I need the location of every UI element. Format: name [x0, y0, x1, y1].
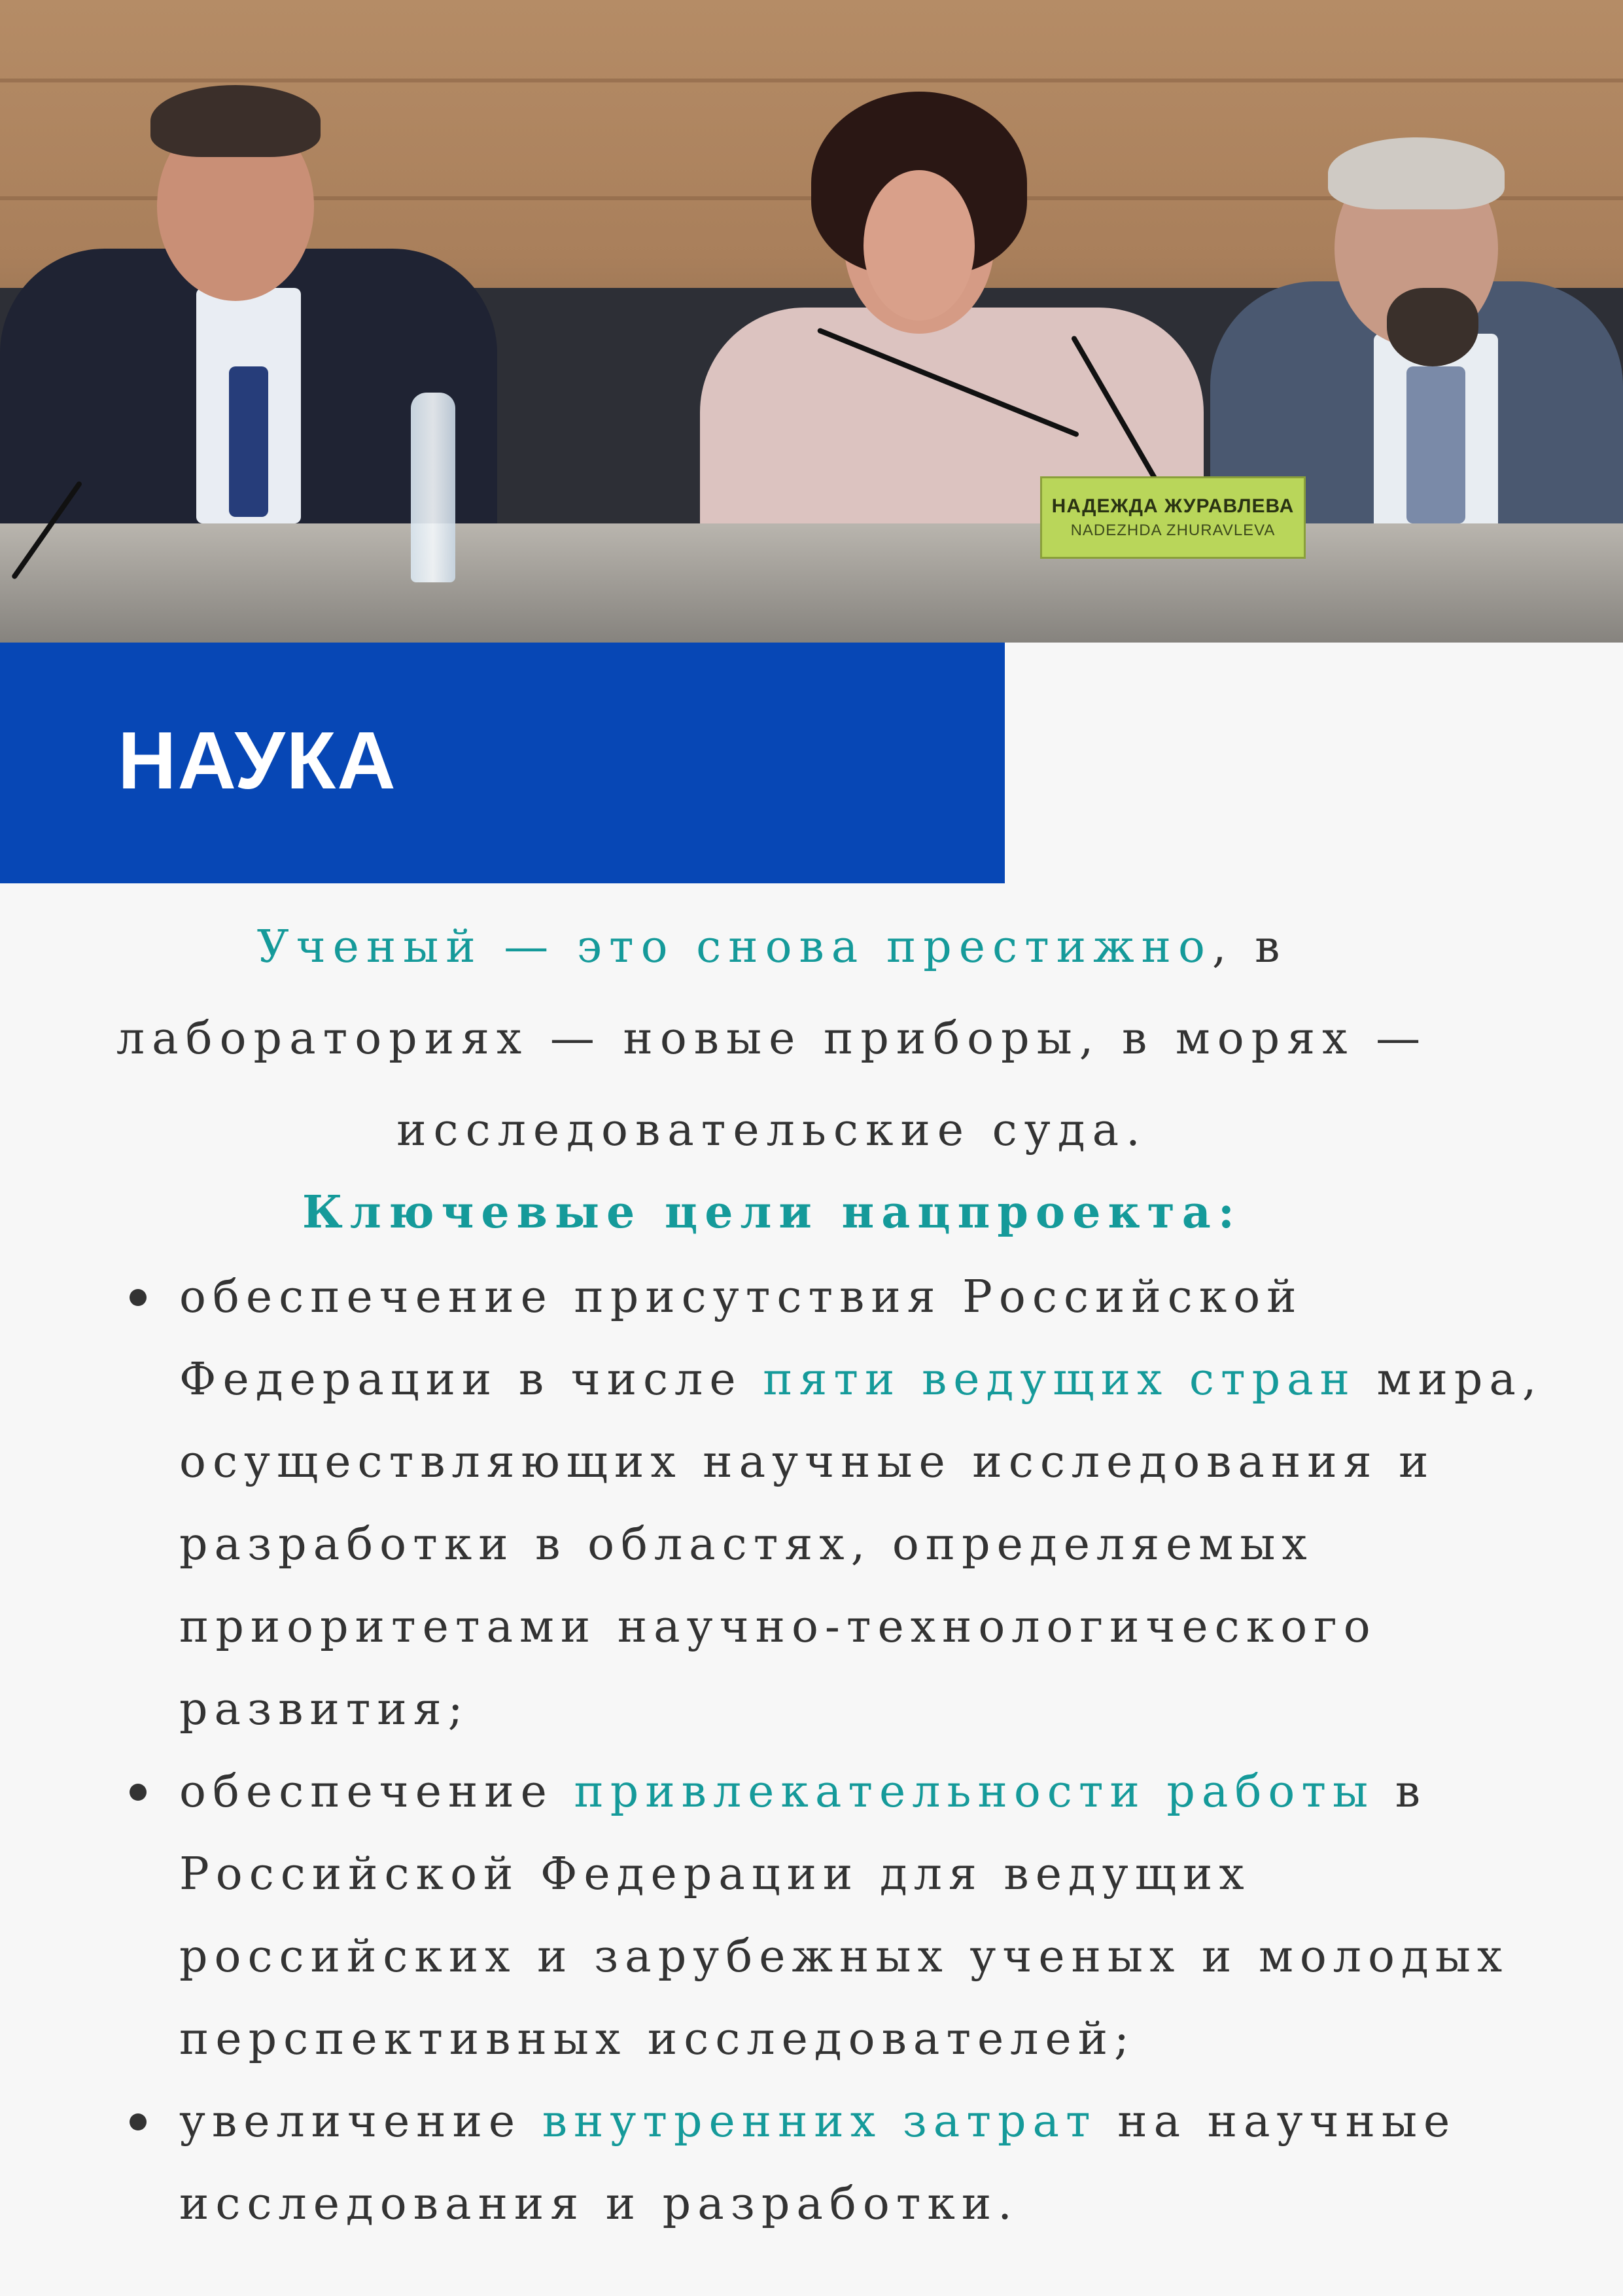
section-title: НАУКА	[118, 716, 397, 806]
bullet-icon	[130, 1289, 147, 1306]
goal-text: обеспечение	[179, 1766, 574, 1818]
goal-highlight: внутренних затрат	[542, 2096, 1097, 2147]
intro-text: , в лабораториях — новые приборы, в морях — исследовательские суда.	[116, 921, 1428, 1156]
bullet-icon	[130, 2113, 147, 2130]
nameplate-name: НАДЕЖДА ЖУРАВЛЕВА	[1051, 495, 1295, 517]
header-photo	[0, 0, 1623, 643]
nameplate-latin: NADEZHDA ZHURAVLEVA	[1070, 521, 1276, 539]
intro-highlight: Ученый — это снова престижно	[256, 921, 1212, 973]
list-item	[124, 1256, 1563, 1751]
goal-text: увеличение	[179, 2096, 542, 2147]
intro-paragraph	[65, 902, 1478, 1176]
goal-text: на научные исследования и разработки.	[179, 2096, 1457, 2230]
goals-title: Ключевые цели нацпроекта:	[302, 1186, 1242, 1239]
conference-table	[0, 523, 1623, 643]
list-item	[124, 2081, 1563, 2246]
list-item	[124, 1751, 1563, 2081]
wall-panel-line	[0, 79, 1623, 82]
section-banner	[0, 643, 1005, 883]
goal-highlight: привлекательности работы	[574, 1766, 1375, 1818]
goals-list	[124, 1256, 1563, 2246]
nameplate	[1040, 476, 1306, 559]
bullet-icon	[130, 1784, 147, 1801]
water-bottle	[411, 393, 455, 582]
goal-highlight: пяти ведущих стран	[763, 1354, 1356, 1405]
goal-text: в Российской Федерации для ведущих российских и зарубежных ученых и молодых перспективных исследователей;	[179, 1766, 1509, 2065]
goal-text: мира, осуществляющих научные исследования и разработки в областях, определяемых приоритетами научно-технологического развития;	[179, 1354, 1543, 1735]
goal-text: обеспечение присутствия Российской Федерации в числе	[179, 1271, 1303, 1405]
